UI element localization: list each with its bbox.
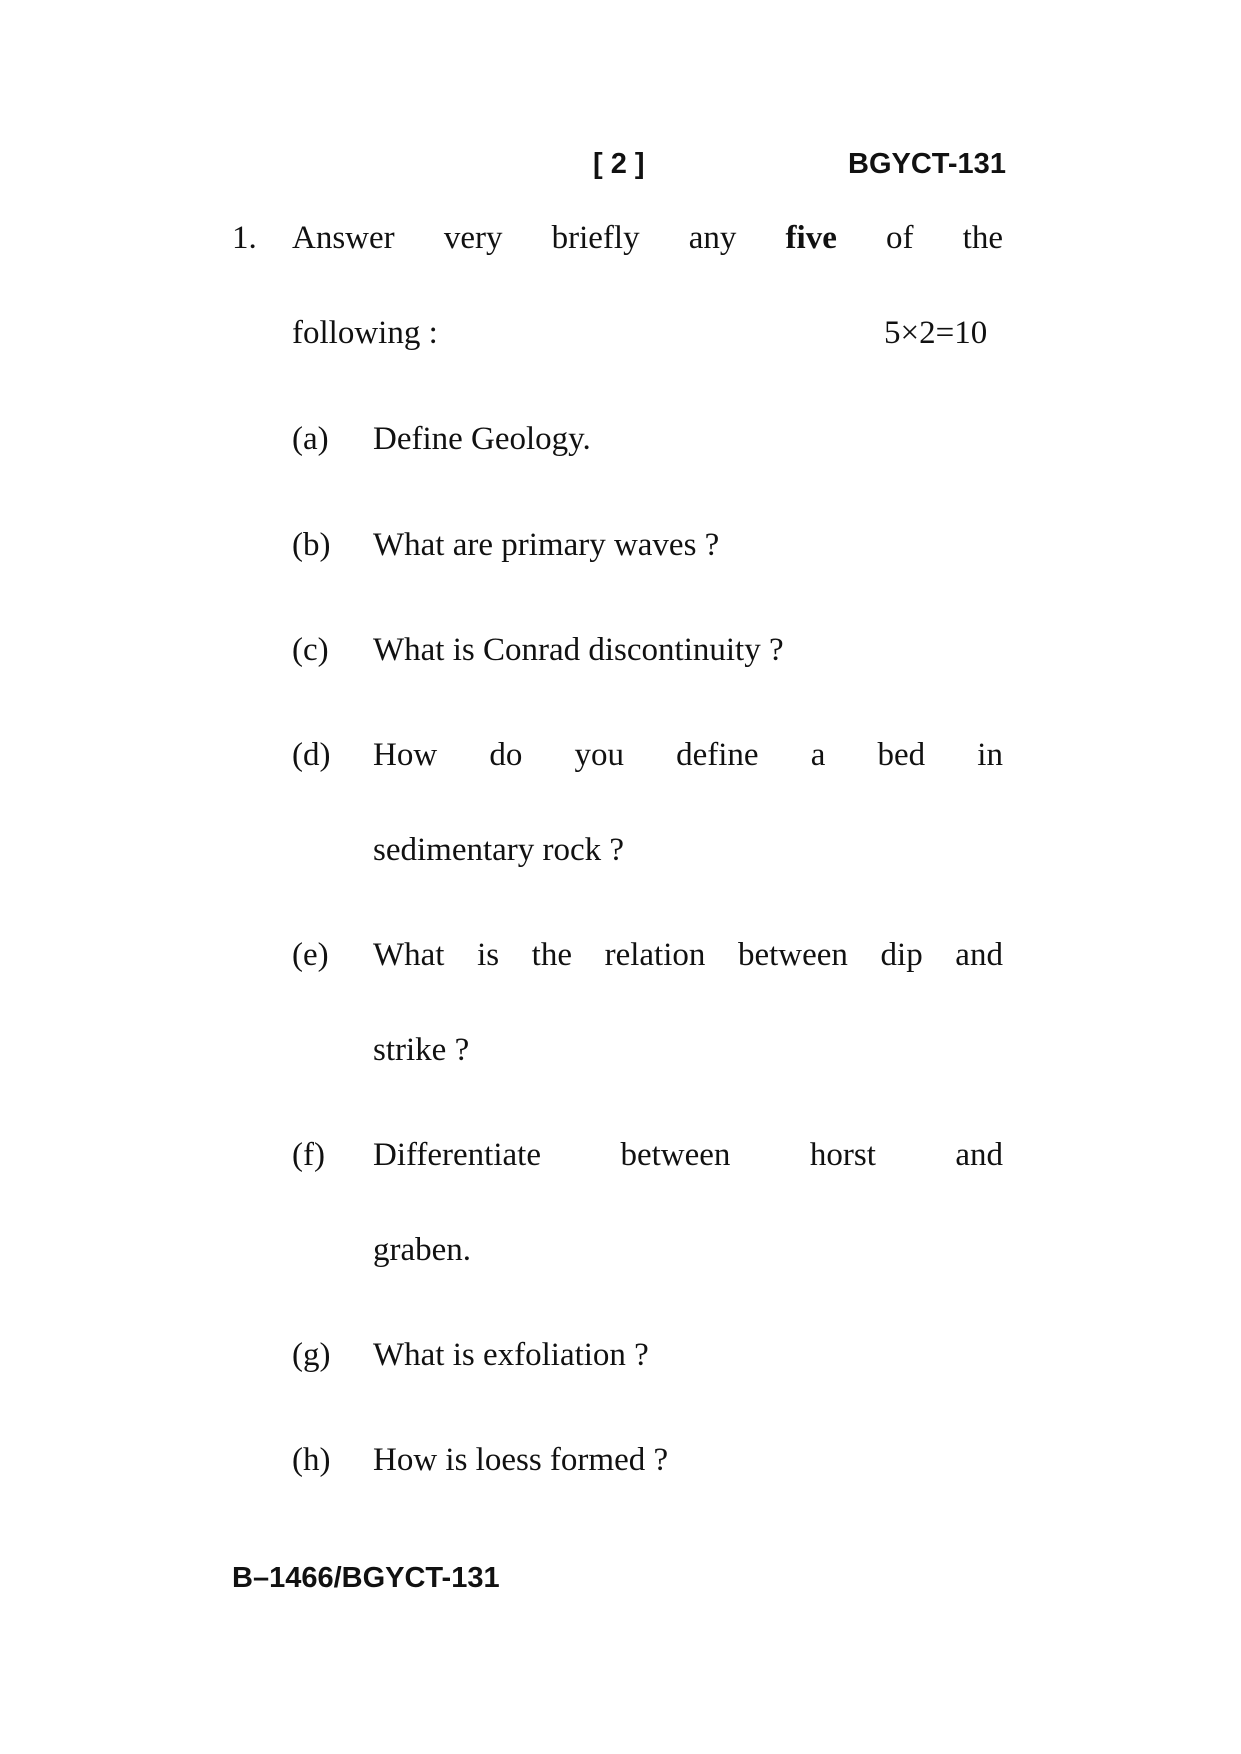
item-label-g: (g) xyxy=(292,1337,331,1373)
item-label-d: (d) xyxy=(292,737,331,773)
page-number: [ 2 ] xyxy=(593,148,645,180)
word: in xyxy=(977,737,1003,773)
word: horst xyxy=(809,1137,876,1173)
item-text-f-line1 xyxy=(373,1137,1003,1174)
item-text-a: Define Geology. xyxy=(373,421,591,457)
word: Answer xyxy=(292,220,395,256)
word: How xyxy=(373,737,438,773)
emphasis-word: five xyxy=(785,220,837,256)
word: the xyxy=(962,220,1003,256)
word: very xyxy=(443,220,503,256)
word: between xyxy=(620,1137,731,1173)
footer-code: B–1466/BGYCT-131 xyxy=(232,1562,500,1594)
item-label-e: (e) xyxy=(292,937,329,973)
question-number: 1. xyxy=(232,220,257,256)
item-text-e-line1 xyxy=(373,937,1003,974)
item-text-e-line2: strike ? xyxy=(373,1032,470,1068)
word: and xyxy=(955,1137,1003,1173)
word: is xyxy=(477,937,500,973)
word: and xyxy=(955,937,1003,973)
item-label-c: (c) xyxy=(292,632,329,668)
word: relation xyxy=(604,937,706,973)
word: dip xyxy=(880,937,923,973)
word: briefly xyxy=(551,220,640,256)
item-label-a: (a) xyxy=(292,421,329,457)
item-label-b: (b) xyxy=(292,527,331,563)
question-instruction-line2: following : xyxy=(292,315,438,351)
word: you xyxy=(574,737,624,773)
word: What xyxy=(373,937,445,973)
item-text-h: How is loess formed ? xyxy=(373,1442,669,1478)
word: any xyxy=(688,220,737,256)
word: the xyxy=(531,937,572,973)
item-text-c: What is Conrad discontinuity ? xyxy=(373,632,784,668)
item-text-b: What are primary waves ? xyxy=(373,527,720,563)
word: of xyxy=(886,220,914,256)
word: bed xyxy=(877,737,926,773)
item-text-f-line2: graben. xyxy=(373,1232,472,1268)
item-text-g: What is exfoliation ? xyxy=(373,1337,649,1373)
word: between xyxy=(737,937,848,973)
course-code: BGYCT-131 xyxy=(848,148,1006,180)
word: do xyxy=(489,737,523,773)
word: define xyxy=(676,737,759,773)
item-text-d-line1 xyxy=(373,737,1003,774)
question-instruction-line1 xyxy=(292,222,1003,255)
word: Differentiate xyxy=(373,1137,541,1173)
item-label-h: (h) xyxy=(292,1442,331,1478)
question-marks: 5×2=10 xyxy=(884,315,988,351)
item-label-f: (f) xyxy=(292,1137,325,1173)
word: a xyxy=(810,737,826,773)
item-text-d-line2: sedimentary rock ? xyxy=(373,832,625,868)
